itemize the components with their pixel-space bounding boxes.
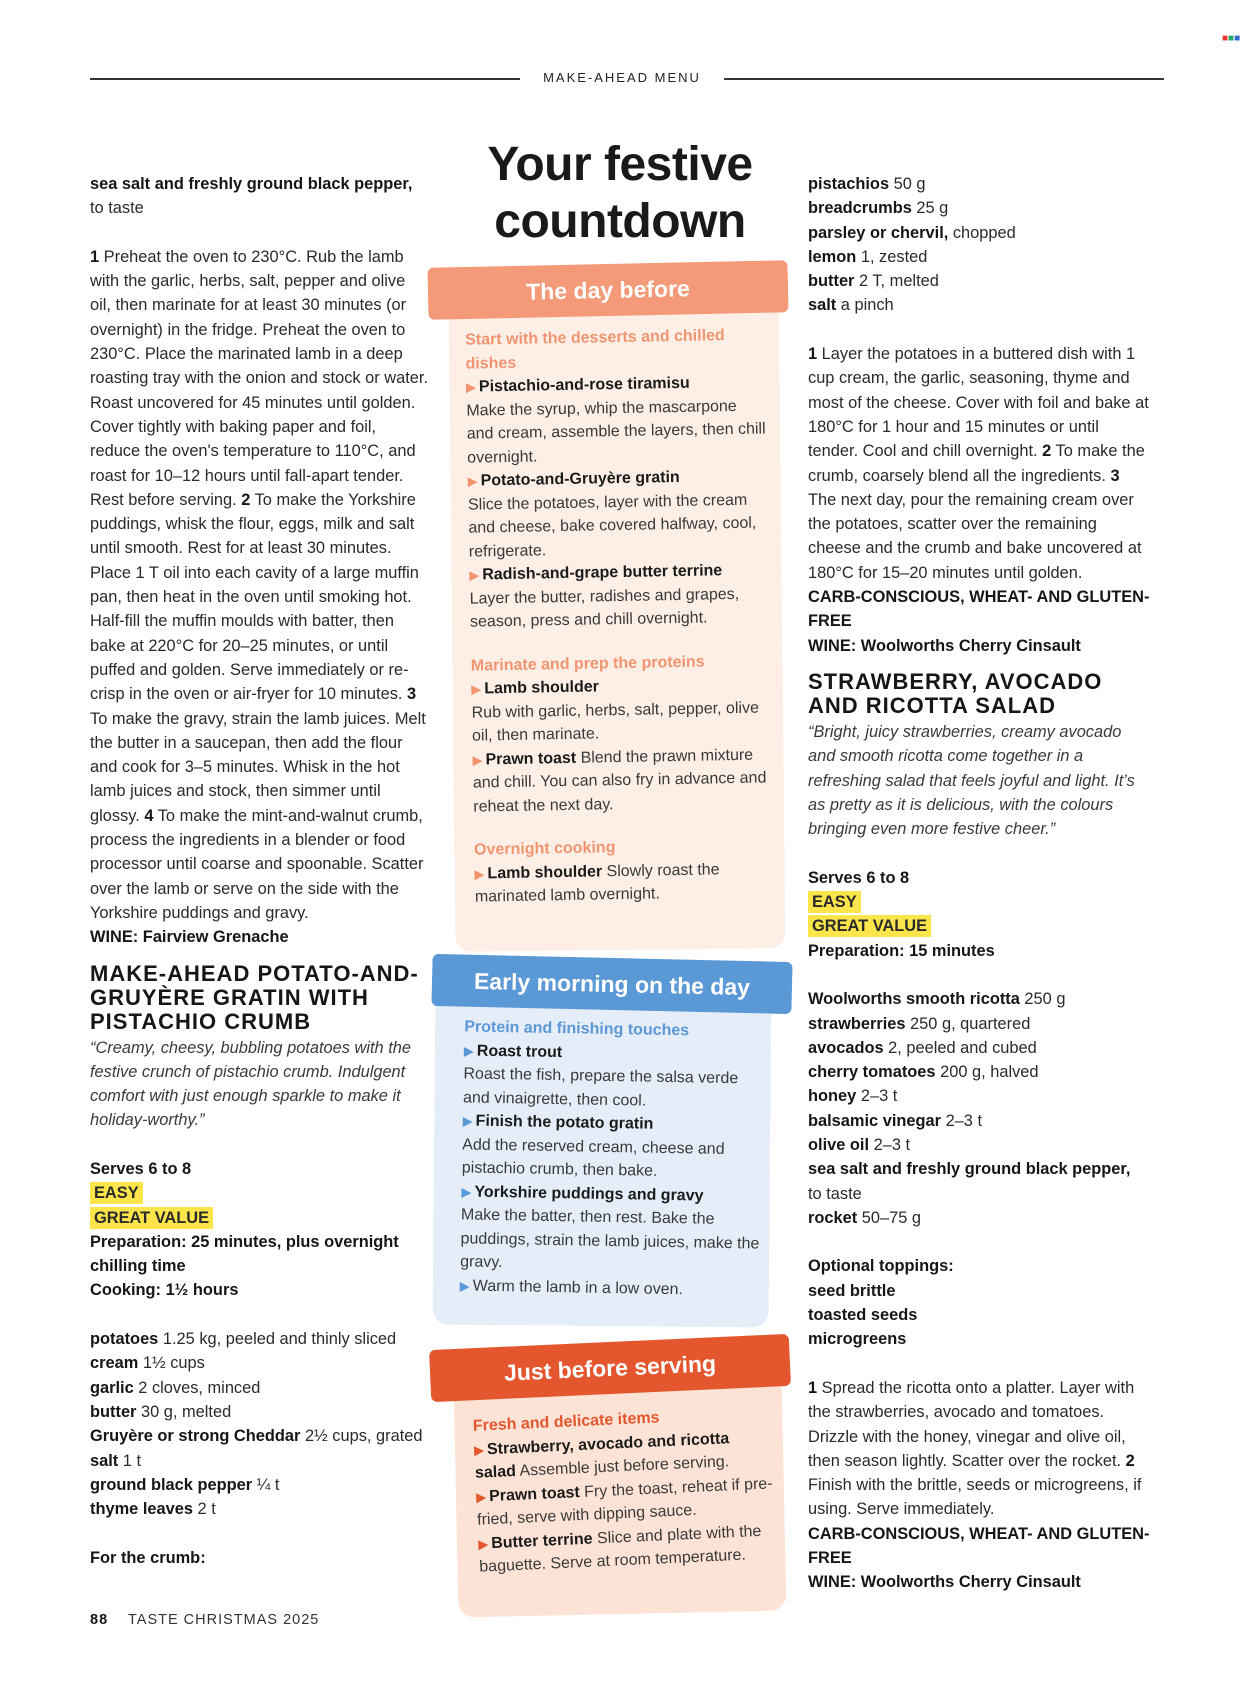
topping: toasted seeds — [808, 1306, 918, 1325]
page-footer — [90, 1612, 319, 1628]
ingredient: butter 2 T, melted — [808, 272, 939, 291]
timeline-item: ▶ Butter terrine Slice and plate with the baguette. Serve at room temperature. — [477, 1522, 762, 1576]
ingredient: salt 1 t — [90, 1451, 142, 1470]
page-number: 88 — [90, 1612, 109, 1628]
timeline-item: ▶ Strawberry, avocado and ricotta salad Assemble just before serving. — [473, 1429, 730, 1482]
ingredients-list-gratin — [90, 1327, 430, 1521]
ingredient: pistachios 50 g — [808, 175, 926, 193]
right-column — [808, 172, 1150, 1595]
day-before-content — [465, 323, 775, 909]
ingredient: lemon 1, zested — [808, 247, 928, 266]
early-morning-content — [460, 1015, 765, 1302]
timeline-item: ▶ Pistachio-and-rose tiramisu Make the syrup, whip the mascarpone and cream, assemble the layers, then chill overnight. — [465, 374, 766, 467]
wine-pairing: WINE: Woolworths Cherry Cinsault — [808, 1573, 1081, 1592]
crumb-label: For the crumb: — [90, 1548, 206, 1567]
subheading: Protein and finishing touches — [464, 1018, 690, 1040]
timeline-item: ▶ Lamb shoulder Rub with garlic, herbs, salt, pepper, olive oil, then marinate. — [471, 678, 760, 745]
publication-name: TASTE CHRISTMAS 2025 — [128, 1612, 320, 1628]
before-serving-content — [472, 1401, 777, 1579]
wine-pairing: WINE: Woolworths Cherry Cinsault — [808, 636, 1081, 655]
crumb-ingredients — [808, 172, 1150, 318]
title-line-2: countdown — [494, 195, 746, 248]
topping: seed brittle — [808, 1281, 896, 1300]
section-label: MAKE-AHEAD MENU — [543, 70, 701, 85]
ingredients-list-salad — [808, 987, 1150, 1230]
serves-salad: Serves 6 to 8 — [808, 868, 910, 887]
subheading: Fresh and delicate items — [472, 1409, 660, 1435]
cooking-time-gratin: Cooking: 1½ hours — [90, 1281, 239, 1300]
early-morning-band — [431, 954, 792, 1014]
timeline-item: ▶ Radish-and-grape butter terrine Layer the butter, radishes and grapes, season, press and chill overnight. — [469, 562, 740, 631]
ingredient: rocket 50–75 g — [808, 1208, 922, 1227]
badge-easy: EASY — [90, 1182, 143, 1204]
recipe-title-salad: STRAWBERRY, AVOCADO AND RICOTTA SALAD — [808, 668, 1103, 718]
subheading: Start with the desserts and chilled dishes — [465, 327, 725, 373]
page-title — [470, 136, 770, 250]
diet-label: CARB-CONSCIOUS, WHEAT- AND GLUTEN-FREE — [808, 588, 1150, 631]
ingredient: honey 2–3 t — [808, 1087, 898, 1106]
timeline-item: ▶ Prawn toast Fry the toast, reheat if pre-fried, serve with dipping sauce. — [475, 1474, 773, 1529]
badge-easy: EASY — [808, 891, 861, 913]
header-rule-left — [90, 78, 520, 80]
lamb-method: 1 Preheat the oven to 230°C. Rub the lamb with the garlic, herbs, salt, pepper and olive oil, then marinate for at least 30 minutes (or overnight) in the fridge. Preheat the oven to 230°C. Place the marinated lamb in a deep roasting tray with the onion and stock or water. Roast uncovered for 45 minutes until golden. Cover tightly with baking paper and foil, reduce the oven's temperature to 110°C, and roast for 10–12 hours until fall-apart tender. Rest before serving. 2 To make the Yorkshire puddings, whisk the flour, eggs, milk and salt until smooth. Rest for at least 30 minutes. Place 1 T oil into each cavity of a large muffin pan, then heat in the oven until smoking hot. Half-fill the muffin moulds with batter, then bake at 220°C for 20–25 minutes, or until puffed and golden. Serve immediately or re-crisp in the oven or air-fryer for 10 minutes. 3 To make the gravy, strain the lamb juices. Melt the butter in a saucepan, then add the flour and cook for 3–5 minutes. Whisk in the hot lamb juices and stock, then simmer until glossy. 4 To make the mint-and-walnut crumb, process the ingredients in a blender or food processor until coarse and spoonable. Scatter over the lamb or serve on the side with the Yorkshire puddings and gravy. — [90, 247, 429, 922]
badge-great-value: GREAT VALUE — [90, 1207, 213, 1229]
ingredient: ground black pepper ¼ t — [90, 1475, 280, 1494]
subheading: Overnight cooking — [473, 839, 616, 859]
color-registration-icon: ■■■ — [1222, 33, 1241, 44]
recipe-title-gratin: MAKE-AHEAD POTATO-AND-GRUYÈRE GRATIN WITH PISTACHIO CRUMB — [90, 960, 419, 1034]
recipe-intro-salad: “Bright, juicy strawberries, creamy avocado and smooth ricotta come together in a refreshing salad that feels joyful and light. It’s as pretty as it is delicious, with the colours bringing even more festive cheer.” — [808, 722, 1135, 839]
ingredient: olive oil 2–3 t — [808, 1135, 911, 1154]
early-morning-heading: Early morning on the day — [473, 967, 751, 1001]
subheading: Marinate and prep the proteins — [470, 653, 705, 675]
diet-label: CARB-CONSCIOUS, WHEAT- AND GLUTEN-FREE — [808, 1524, 1150, 1568]
ingredient: strawberries 250 g, quartered — [808, 1014, 1031, 1033]
prep-time-gratin: Preparation: 25 minutes, plus overnight chilling time — [90, 1232, 399, 1276]
ingredient: cherry tomatoes 200 g, halved — [808, 1063, 1039, 1082]
ingredient: salt a pinch — [808, 296, 894, 315]
timeline-item: ▶ Warm the lamb in a low oven. — [459, 1277, 684, 1298]
gratin-method: 1 Layer the potatoes in a buttered dish with 1 cup cream, the garlic, seasoning, thyme and most of the cheese. Cover with foil and bake at 180°C for 1 hour and 15 minutes or until tender. Cool and chill overnight. 2 To make the crumb, coarsely blend all the ingredients. 3 The next day, pour the remaining cream over the potatoes, scatter over the remaining cheese and the crumb and bake uncovered at 180°C for 15–20 minutes until golden. — [808, 345, 1149, 582]
salad-method: 1 Spread the ricotta onto a platter. Layer with the strawberries, avocado and tomatoes. Drizzle with the honey, vinegar and olive oil, then season lightly. Scatter over the rocket. 2 Finish with the brittle, seeds or microgreens, if using. Serve immediately. — [808, 1378, 1142, 1519]
title-line-1: Your festive — [487, 138, 753, 191]
ingredient: thyme leaves 2 t — [90, 1500, 216, 1519]
timeline-item: ▶ Finish the potato gratin Add the reserved cream, cheese and pistachio crumb, then bake. — [461, 1112, 725, 1180]
ingredient: butter 30 g, melted — [90, 1402, 232, 1421]
timeline-item: ▶ Roast trout Roast the fish, prepare the salsa verde and vinaigrette, then cool. — [462, 1042, 739, 1110]
prep-time-salad: Preparation: 15 minutes — [808, 941, 995, 960]
day-before-heading: The day before — [525, 275, 691, 305]
timeline-item: ▶ Yorkshire puddings and gravy Make the batter, then rest. Bake the puddings, strain the lamb juices, make the gravy. — [460, 1183, 760, 1272]
toppings-label: Optional toppings: — [808, 1257, 954, 1276]
ingredient: avocados 2, peeled and cubed — [808, 1038, 1037, 1057]
badge-great-value: GREAT VALUE — [808, 915, 931, 937]
ingredient: Gruyère or strong Cheddar 2½ cups, grated — [90, 1427, 423, 1446]
left-column — [90, 172, 430, 1570]
ingredient: garlic 2 cloves, minced — [90, 1378, 261, 1397]
wine-pairing: WINE: Fairview Grenache — [90, 928, 289, 947]
ingredient: cream 1½ cups — [90, 1354, 205, 1373]
ingredient: parsley or chervil, chopped — [808, 223, 1016, 242]
seasoning-qty: to taste — [90, 199, 144, 218]
ingredient: breadcrumbs 25 g — [808, 199, 949, 218]
before-serving-heading: Just before serving — [503, 1350, 717, 1386]
recipe-intro-gratin: “Creamy, cheesy, bubbling potatoes with the festive crunch of pistachio crumb. Indulgent comfort with just enough sparkle to make it holiday-worthy.” — [90, 1038, 412, 1130]
header-rule-right — [724, 78, 1164, 80]
serves-gratin: Serves 6 to 8 — [90, 1159, 192, 1178]
timeline-item: ▶ Potato-and-Gruyère gratin Slice the potatoes, layer with the cream and cheese, bake covered halfway, cool, refrigerate. — [467, 468, 757, 561]
day-before-band — [427, 260, 788, 320]
topping: microgreens — [808, 1330, 907, 1349]
timeline-item: ▶ Prawn toast Blend the prawn mixture and chill. You can also fry in advance and reheat the next day. — [472, 746, 767, 816]
timeline-item: ▶ Lamb shoulder Slowly roast the marinated lamb overnight. — [474, 860, 720, 906]
ingredient: balsamic vinegar 2–3 t — [808, 1111, 983, 1130]
ingredient: potatoes 1.25 kg, peeled and thinly sliced — [90, 1330, 397, 1349]
ingredient: Woolworths smooth ricotta 250 g — [808, 990, 1066, 1009]
ingredient: sea salt and freshly ground black pepper, to taste — [808, 1160, 1131, 1203]
seasoning-ingredient: sea salt and freshly ground black pepper, — [90, 175, 413, 193]
